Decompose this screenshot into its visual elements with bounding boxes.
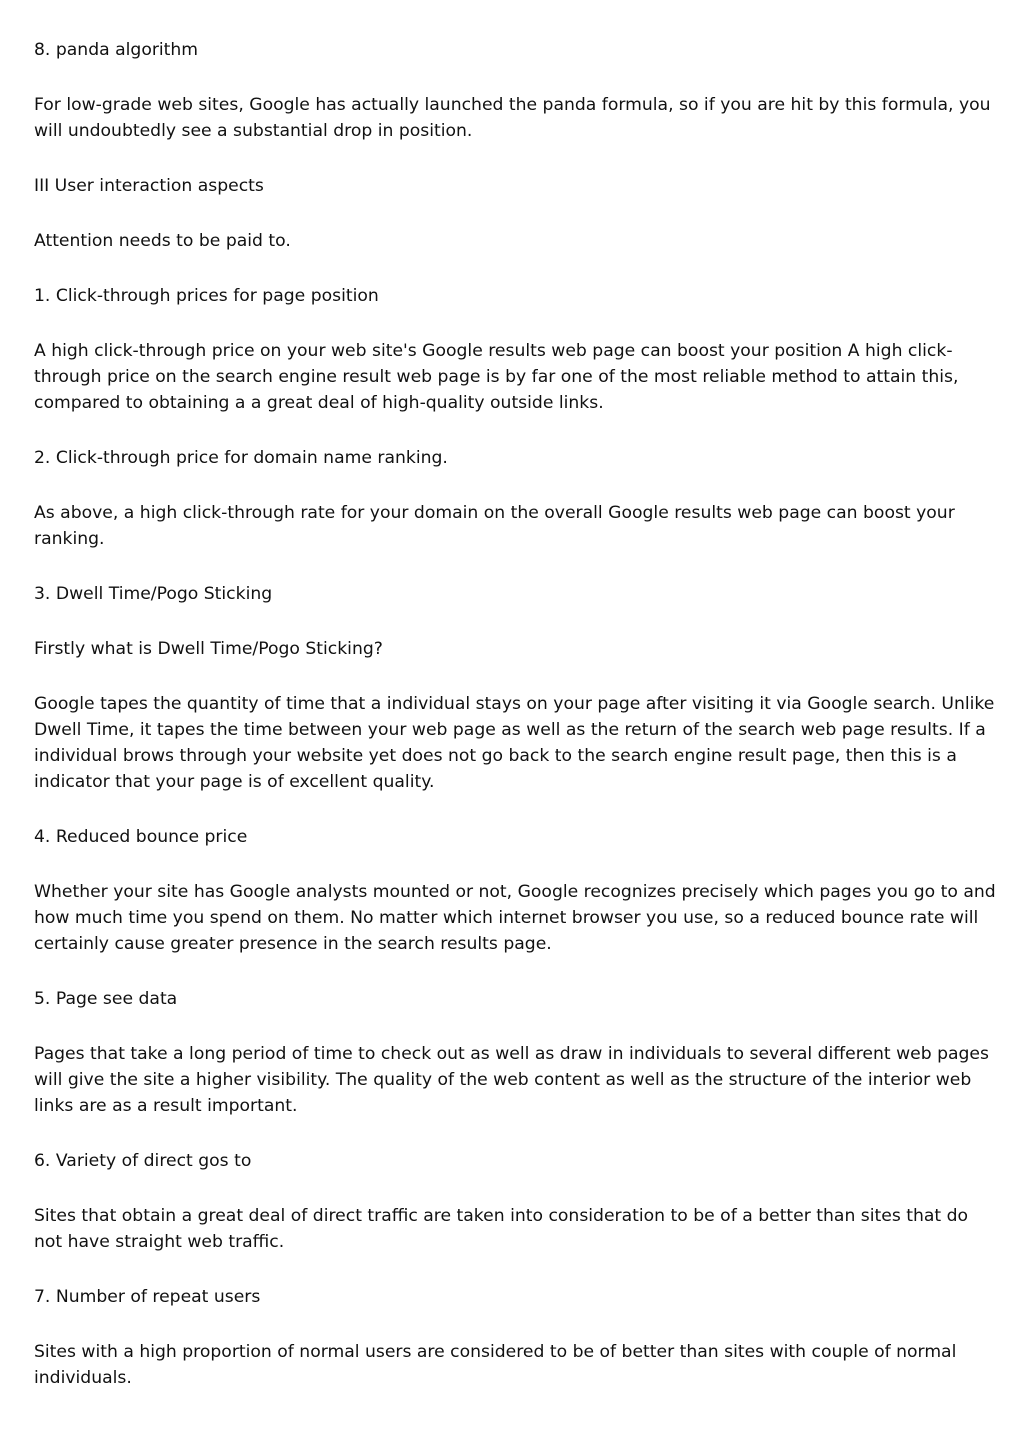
section-heading-panda-algorithm: 8. panda algorithm [34,40,199,60]
paragraph-dwell-time-question: Firstly what is Dwell Time/Pogo Sticking? [34,639,383,659]
paragraph-direct-visits: Sites that obtain a great deal of direct traffic are taken into consideration to be of a better than sites that do not have straight web traffic. [34,1206,969,1252]
section-heading-page-views: 5. Page see data [34,989,178,1009]
paragraph-attention: Attention needs to be paid to. [34,231,291,251]
section-heading-direct-visits: 6. Variety of direct gos to [34,1151,252,1171]
paragraph-click-through-domain: As above, a high click-through rate for your domain on the overall Google results web page can boost your ranking. [34,503,955,549]
section-heading-click-through-page: 1. Click-through prices for page position [34,286,379,306]
document-page [34,37,996,1420]
paragraph-page-views: Pages that take a long period of time to check out as well as draw in individuals to several different web pages will give the site a higher visibility. The quality of the web content as well as the structure of the interior web links are as a result important. [34,1044,989,1116]
section-heading-click-through-domain: 2. Click-through price for domain name ranking. [34,448,448,468]
paragraph-panda-description: For low-grade web sites, Google has actually launched the panda formula, so if you are hit by this formula, you will undoubtedly see a substantial drop in position. [34,95,991,141]
section-heading-bounce-rate: 4. Reduced bounce price [34,827,248,847]
paragraph-click-through-page: A high click-through price on your web site's Google results web page can boost your position A high click-through price on the search engine result web page is by far one of the most reliable method to attain this, compared to obtaining a a great deal of high-quality outside links. [34,341,959,413]
paragraph-dwell-time-description: Google tapes the quantity of time that a individual stays on your page after visiting it via Google search. Unlike Dwell Time, it tapes the time between your web page as well as the return of the search web page results. If a individual brows through your website yet does not go back to the search engine result page, then this is a indicator that your page is of excellent quality. [34,694,995,792]
paragraph-bounce-rate: Whether your site has Google analysts mounted or not, Google recognizes precisely which pages you go to and how much time you spend on them. No matter which internet browser you use, so a reduced bounce rate will certainly cause greater presence in the search results page. [34,882,996,954]
section-heading-repeat-users: 7. Number of repeat users [34,1287,261,1307]
paragraph-repeat-users: Sites with a high proportion of normal users are considered to be of better than sites with couple of normal individuals. [34,1342,957,1388]
section-heading-user-interaction: III User interaction aspects [34,176,264,196]
section-heading-dwell-time: 3. Dwell Time/Pogo Sticking [34,584,273,604]
